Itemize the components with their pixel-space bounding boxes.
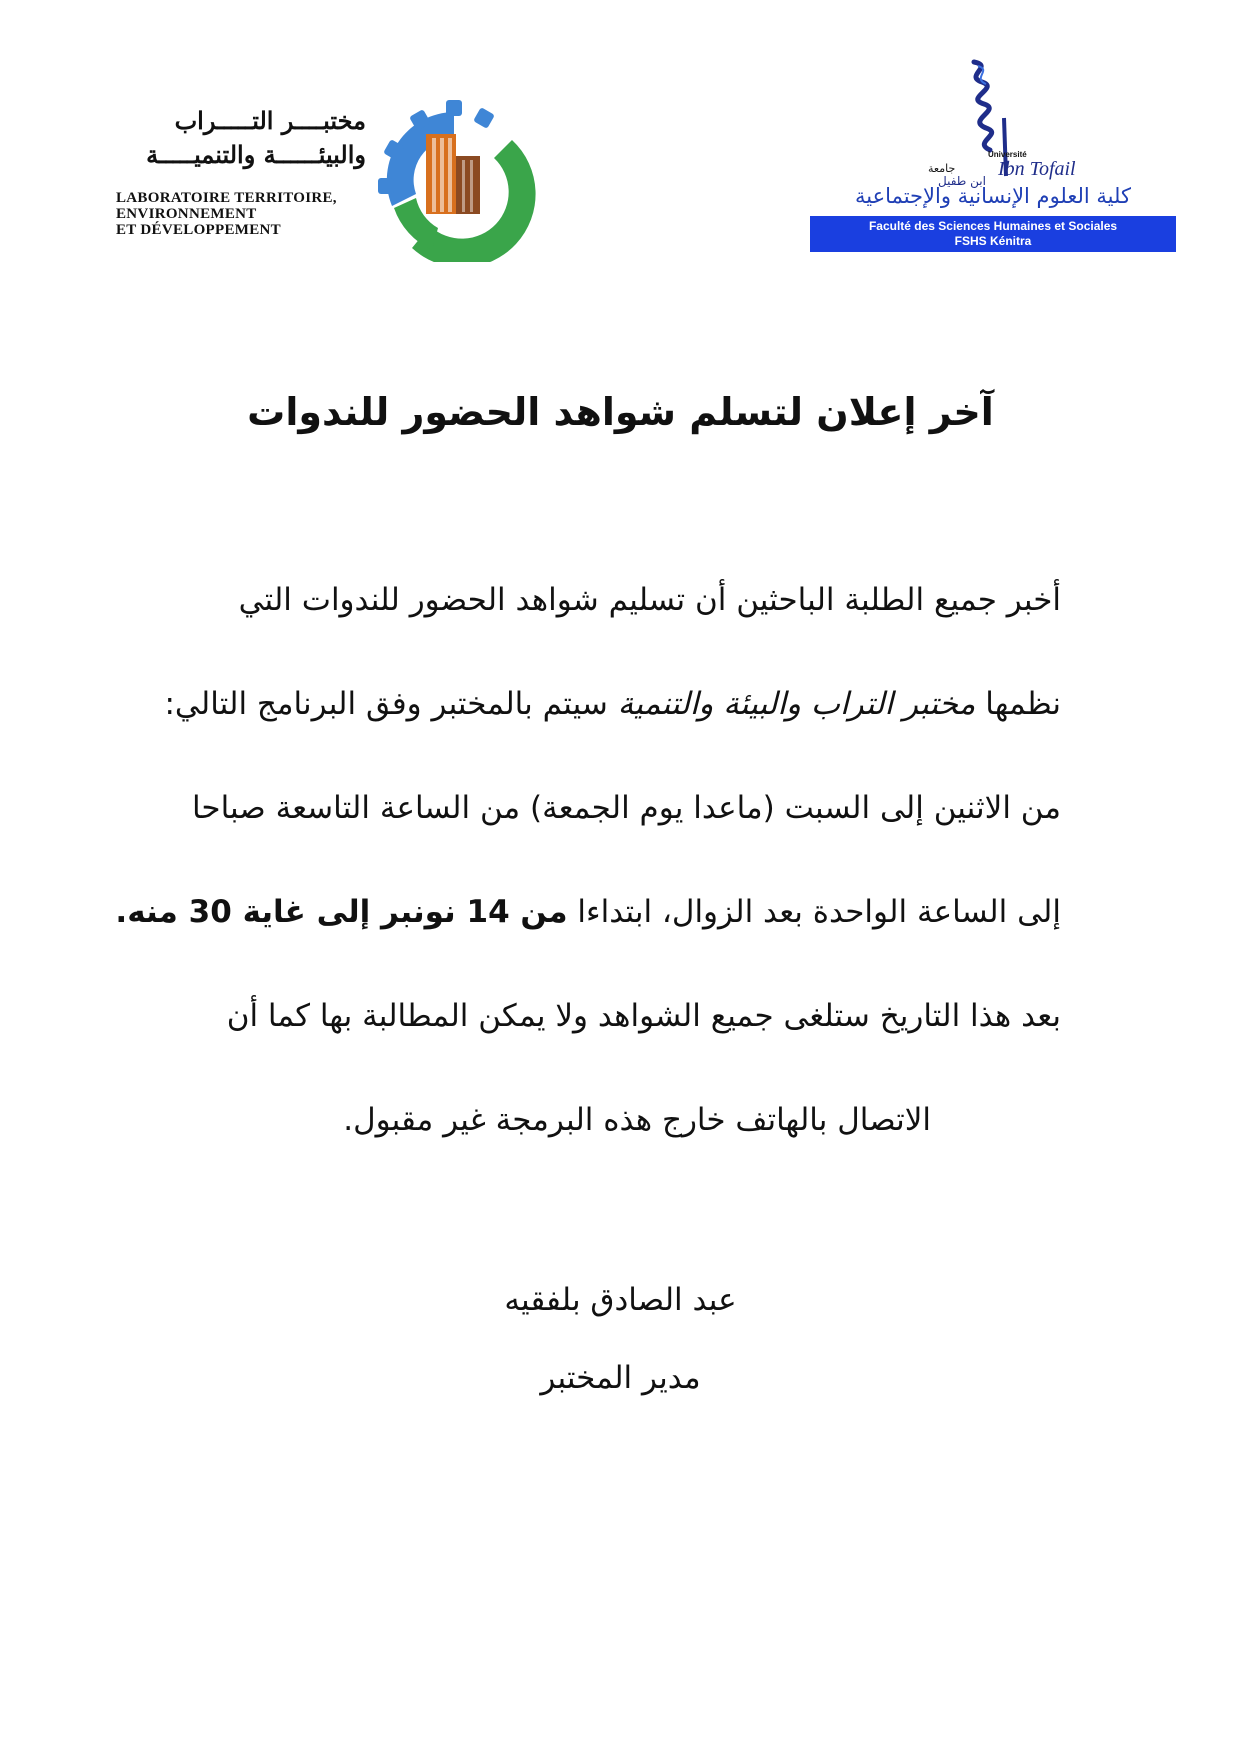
body-line-6: الاتصال بالهاتف خارج هذه البرمجة غير مقبول. xyxy=(343,1102,931,1138)
university-name-script: Ibn Tofail xyxy=(998,158,1076,180)
universite-label: Université xyxy=(988,150,1027,159)
lab-name-arabic xyxy=(146,104,366,172)
university-logo xyxy=(808,58,1178,254)
body-line-3: من الاثنين إلى السبت (ماعدا يوم الجمعة) من الساعة التاسعة صباحا xyxy=(191,790,1061,826)
lab-name-french-line: ENVIRONNEMENT xyxy=(116,206,257,222)
lab-name-reference: مختبر التراب والبيئة والتنمية xyxy=(617,686,976,722)
faculty-name-french: Faculté des Sciences Humaines et Sociales xyxy=(868,219,1118,233)
jamia-label: جامعة xyxy=(928,162,956,175)
signatory-name: عبد الصادق بلفقيه xyxy=(504,1282,737,1318)
sentence-end: . xyxy=(115,894,128,930)
body-line-1: أخبر جميع الطلبة الباحثين أن تسليم شواهد الحضور للندوات التي xyxy=(238,582,1061,618)
date-range: من 14 نونبر إلى غاية 30 منه xyxy=(127,894,568,930)
body-text: نظمها xyxy=(985,686,1061,722)
body-text: إلى الساعة الواحدة بعد الزوال، ابتداءا xyxy=(577,894,1061,930)
lab-emblem-icon xyxy=(372,98,536,262)
lab-name-french-line: ET DÉVELOPPEMENT xyxy=(116,222,281,238)
body-line-5: بعد هذا التاريخ ستلغى جميع الشواهد ولا يمكن المطالبة بها كما أن xyxy=(226,998,1061,1034)
announcement-title: آخر إعلان لتسلم شواهد الحضور للندوات xyxy=(247,390,994,434)
lab-name-french-line: LABORATOIRE TERRITOIRE, xyxy=(116,190,337,206)
lab-name-arabic-line1: مختبــــر التـــــراب xyxy=(174,106,366,135)
lab-name-arabic-line2: والبيئــــــة والتنميـــــة xyxy=(146,140,366,169)
faculty-name-arabic: كلية العلوم الإنسانية والإجتماعية xyxy=(855,184,1131,208)
body-line-4 xyxy=(115,894,1061,930)
body-text: سيتم بالمختبر وفق البرنامج التالي: xyxy=(164,686,608,722)
signatory-role: مدير المختبر xyxy=(540,1360,701,1396)
university-name-arabic: ابن طفيل xyxy=(938,174,986,188)
lab-logo xyxy=(104,98,536,262)
lab-name-french xyxy=(116,190,337,238)
faculty-name-band xyxy=(810,216,1176,252)
body-line-2 xyxy=(164,686,1061,722)
faculty-abbreviation: FSHS Kénitra xyxy=(954,234,1032,248)
